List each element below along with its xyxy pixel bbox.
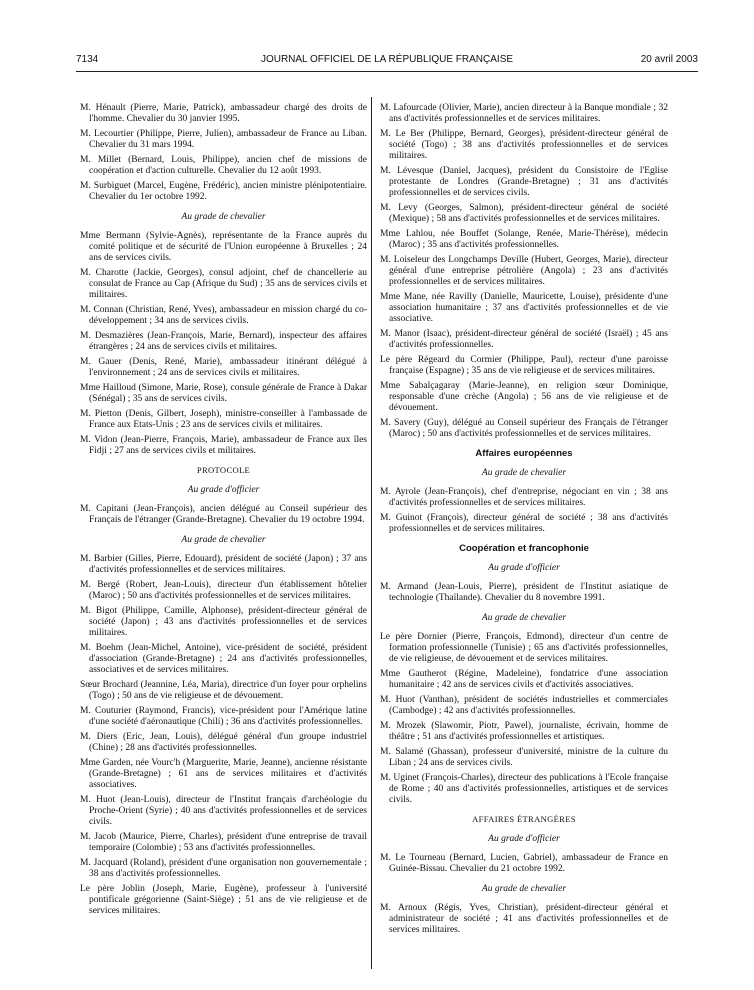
decoration-entry: M. Loiseleur des Longchamps Deville (Hubert, Georges, Marie), directeur général d'une entreprise pétrolière (Angola) ; 23 ans d'activités professionnelles et de services militaires. <box>380 255 668 287</box>
grade-heading: Au grade de chevalier <box>481 884 567 894</box>
decoration-entry: Le père Régeard du Cormier (Philippe, Paul), recteur d'une paroisse française (Espagne) ; 35 ans de vie religieuse et de services militaires. <box>380 355 668 376</box>
decoration-entry: M. Boehm (Jean-Michel, Antoine), vice-président de société, président d'association (Grande-Bretagne) ; 24 ans d'activités professionnelles, associatives et de services militaires. <box>80 643 367 675</box>
decoration-entry: M. Desmazières (Jean-François, Marie, Bernard), inspecteur des affaires étrangères ; 24 ans de services civils et militaires. <box>80 331 367 352</box>
decoration-entry: M. Vidon (Jean-Pierre, François, Marie), ambassadeur de France aux îles Fidji ; 27 ans de services civils et militaires. <box>80 435 367 456</box>
decoration-entry: M. Lecourtier (Philippe, Pierre, Julien), ambassadeur de France au Liban. Chevalier du 31 mars 1994. <box>80 129 367 150</box>
decoration-entry: M. Diers (Eric, Jean, Louis), délégué général d'un groupe industriel (Chine) ; 28 ans d'activités professionnelles. <box>80 732 367 753</box>
decoration-entry: M. Millet (Bernard, Louis, Philippe), ancien chef de missions de coopération et d'action culturelle. Chevalier du 12 août 1993. <box>80 155 367 176</box>
decoration-entry: Mme Hailloud (Simone, Marie, Rose), consule générale de France à Dakar (Sénégal) ; 35 ans de services civils. <box>80 383 367 404</box>
journal-title: JOURNAL OFFICIEL DE LA RÉPUBLIQUE FRANÇAISE <box>260 54 514 65</box>
decoration-entry: M. Pietton (Denis, Gilbert, Joseph), ministre-conseiller à l'ambassade de France aux Etats-Unis ; 23 ans de services civils et militaires. <box>80 409 367 430</box>
decoration-entry: M. Le Tourneau (Bernard, Lucien, Gabriel), ambassadeur de France en Guinée-Bissau. Chevalier du 21 octobre 1992. <box>380 853 668 874</box>
page-header <box>76 54 698 68</box>
decoration-entry: M. Huot (Jean-Louis), directeur de l'Institut français d'archéologie du Proche-Orient (Syrie) ; 40 ans d'activités professionnelles et de services civils. <box>80 795 367 827</box>
decoration-entry: M. Levy (Georges, Salmon), président-directeur général de société (Mexique) ; 58 ans d'activités professionnelles et de services militaires. <box>380 203 668 224</box>
decoration-entry: M. Salamé (Ghassan), professeur d'université, ministre de la culture du Liban ; 24 ans de services civils. <box>380 747 668 768</box>
grade-heading: Au grade d'officier <box>488 834 560 844</box>
decoration-entry: Mme Gautherot (Régine, Madeleine), fondatrice d'une association humanitaire ; 42 ans de services civils et d'activités associatives. <box>380 669 668 690</box>
decoration-entry: M. Charotte (Jackie, Georges), consul adjoint, chef de chancellerie au consulat de France au Cap (Afrique du Sud) ; 35 ans de services civils et militaires. <box>80 268 367 300</box>
section-heading: PROTOCOLE <box>196 465 251 475</box>
decoration-entry: Mme Sabalçagaray (Marie-Jeanne), en religion sœur Dominique, responsable d'une crèche (Angola) ; 56 ans de vie religieuse et de dévouement. <box>380 381 668 413</box>
grade-heading: Au grade de chevalier <box>181 535 266 545</box>
right-column <box>380 103 668 940</box>
decoration-entry: M. Bergé (Robert, Jean-Louis), directeur d'un établissement hôtelier (Maroc) ; 50 ans d'activités professionnelles et de services militaires. <box>80 580 367 601</box>
decoration-entry: M. Arnoux (Régis, Yves, Christian), président-directeur général et administrateur de société ; 41 ans d'activités professionnelles et de services militaires. <box>380 903 668 935</box>
ministry-heading: Affaires européennes <box>475 448 573 459</box>
decoration-entry: M. Mrozek (Slawomir, Piotr, Pawel), journaliste, écrivain, homme de théâtre ; 51 ans d'activités professionnelles et artistiques. <box>380 721 668 742</box>
decoration-entry: M. Bigot (Philippe, Camille, Alphonse), président-directeur général de société (Japon) ; 43 ans d'activités professionnelles et de services militaires. <box>80 606 367 638</box>
decoration-entry: Mme Mane, née Ravilly (Danielle, Mauricette, Louise), présidente d'une association humanitaire ; 37 ans d'activités professionnelles et de vie associative. <box>380 292 668 324</box>
left-column <box>80 103 367 921</box>
issue-date: 20 avril 2003 <box>640 54 698 65</box>
header-rule <box>76 71 698 72</box>
decoration-entry: Mme Garden, née Vourc'h (Marguerite, Marie, Jeanne), ancienne résistante (Grande-Bretagne) ; 61 ans de services militaires et d'activités associatives. <box>80 758 367 790</box>
decoration-entry: M. Huot (Vanthan), président de sociétés industrielles et commerciales (Cambodge) ; 42 ans d'activités professionnelles. <box>380 695 668 716</box>
ministry-heading: Coopération et francophonie <box>459 543 589 554</box>
grade-heading: Au grade de chevalier <box>181 212 266 222</box>
decoration-entry: M. Barbier (Gilles, Pierre, Edouard), président de société (Japon) ; 37 ans d'activités professionnelles et de services militaires. <box>80 554 367 575</box>
grade-heading: Au grade d'officier <box>488 563 560 573</box>
grade-heading: Au grade de chevalier <box>481 613 567 623</box>
decoration-entry: M. Jacob (Maurice, Pierre, Charles), président d'une entreprise de travail temporaire (Colombie) ; 53 ans d'activités professionnelles. <box>80 832 367 853</box>
decoration-entry: M. Capitani (Jean-François), ancien délégué au Conseil supérieur des Français de l'étranger (Grande-Bretagne). Chevalier du 19 octobre 1994. <box>80 504 367 525</box>
decoration-entry: M. Savery (Guy), délégué au Conseil supérieur des Français de l'étranger (Maroc) ; 50 ans d'activités professionnelles et de services militaires. <box>380 418 668 439</box>
section-heading: AFFAIRES ÉTRANGÈRES <box>472 814 576 824</box>
decoration-entry: M. Lafourcade (Olivier, Marie), ancien directeur à la Banque mondiale ; 32 ans d'activités professionnelles et de services militaires. <box>380 103 668 124</box>
decoration-entry: M. Couturier (Raymond, Francis), vice-président pour l'Amérique latine d'une société d'aéronautique (Chili) ; 36 ans d'activités professionnelles. <box>80 706 367 727</box>
decoration-entry: Mme Lahlou, née Bouffet (Solange, Renée, Marie-Thérèse), médecin (Maroc) ; 35 ans d'activités professionnelles. <box>380 229 668 250</box>
decoration-entry: M. Gauer (Denis, René, Marie), ambassadeur itinérant délégué à l'environnement ; 24 ans de services civils et militaires. <box>80 357 367 378</box>
grade-heading: Au grade de chevalier <box>481 468 567 478</box>
grade-heading: Au grade d'officier <box>187 485 260 495</box>
decoration-entry: M. Hénault (Pierre, Marie, Patrick), ambassadeur chargé des droits de l'homme. Chevalier du 30 janvier 1995. <box>80 103 367 124</box>
decoration-entry: Mme Bermann (Sylvie-Agnès), représentante de la France auprès du comité politique et de sécurité de l'Union européenne à Bruxelles ; 24 ans de services civils. <box>80 231 367 263</box>
decoration-entry: M. Guinot (François), directeur général de société ; 38 ans d'activités professionnelles et de services militaires. <box>380 513 668 534</box>
decoration-entry: M. Jacquard (Roland), président d'une organisation non gouvernementale ; 38 ans d'activités professionnelles. <box>80 858 367 879</box>
decoration-entry: M. Surbiguet (Marcel, Eugène, Frédéric), ancien ministre plénipotentiaire. Chevalier du 1er octobre 1992. <box>80 181 367 202</box>
decoration-entry: M. Le Ber (Philippe, Bernard, Georges), président-directeur général de société (Togo) ; 38 ans d'activités professionnelles et de services militaires. <box>380 129 668 161</box>
decoration-entry: Le père Joblin (Joseph, Marie, Eugène), professeur à l'université pontificale grégorienne (Saint-Siège) ; 51 ans de vie religieuse et de services militaires. <box>80 884 367 916</box>
decoration-entry: M. Connan (Christian, René, Yves), ambassadeur en mission chargé du co-développement ; 34 ans de services civils. <box>80 305 367 326</box>
decoration-entry: M. Armand (Jean-Louis, Pierre), président de l'Institut asiatique de technologie (Thaïlande). Chevalier du 8 novembre 1991. <box>380 582 668 603</box>
decoration-entry: M. Manor (Isaac), président-directeur général de société (Israël) ; 45 ans d'activités professionnelles. <box>380 329 668 350</box>
column-divider <box>371 97 372 969</box>
decoration-entry: Sœur Brochard (Jeannine, Léa, Maria), directrice d'un foyer pour orphelins (Togo) ; 50 ans de vie religieuse et de dévouement. <box>80 680 367 701</box>
decoration-entry: M. Lévesque (Daniel, Jacques), président du Consistoire de l'Eglise protestante de Londres (Grande-Bretagne) ; 31 ans d'activités professionnelles et de services civils. <box>380 166 668 198</box>
page-number: 7134 <box>76 54 99 65</box>
decoration-entry: M. Uginet (François-Charles), directeur des publications à l'Ecole française de Rome ; 40 ans d'activités professionnelles, artistiques et de services civils. <box>380 773 668 805</box>
decoration-entry: M. Ayrole (Jean-François), chef d'entreprise, négociant en vin ; 38 ans d'activités professionnelles et de services militaires. <box>380 487 668 508</box>
decoration-entry: Le père Dornier (Pierre, François, Edmond), directeur d'un centre de formation professionnelle (Tunisie) ; 65 ans d'activités professionnelles, de vie religieuse, de dévouement et de services militaires. <box>380 632 668 664</box>
